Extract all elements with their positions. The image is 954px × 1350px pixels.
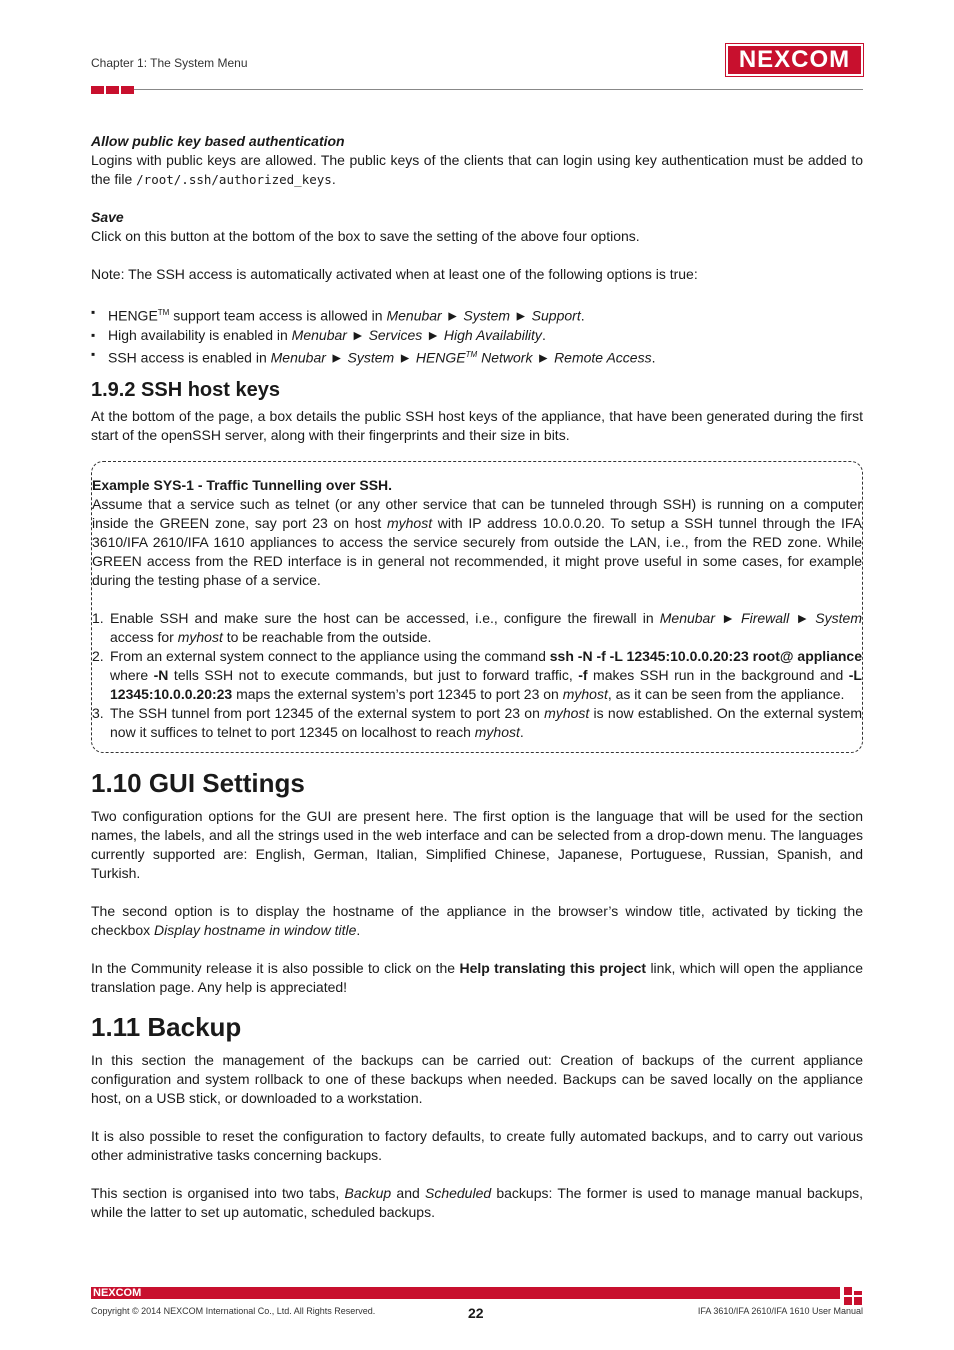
footer-logo: NEXCOM xyxy=(93,1287,142,1299)
backup-paragraph-3: This section is organised into two tabs, Backup and Scheduled backups: The former is used to manage manual backups, while the latter to set up automatic, scheduled backups. xyxy=(91,1185,863,1221)
backup-heading: 1.11 Backup xyxy=(91,1012,242,1043)
activation-list xyxy=(91,303,863,367)
footer-squares-icon xyxy=(844,1287,863,1306)
example-paragraph: Assume that a service such as telnet (or any other service that can be tunneled through SSH) is running on a computer inside the GREEN zone, say port 23 on host myhost with IP address 10.0.0.20. To setup a SSH tunnel through the IFA 3610/IFA 2610/IFA 1610 appliances to access the service securely from outside the LAN, i.e., from the RED zone. While GREEN access from the RED interface is in general not recommended, it might prove useful in some cases, for example during the testing phase of a service. xyxy=(92,496,862,589)
list-item: ▪ SSH access is enabled in Menubar ► System ► HENGE™ Network ► Remote Access. xyxy=(91,345,863,368)
list-item: ▪ High availability is enabled in Menubar ► Services ► High Availability. xyxy=(91,326,863,345)
save-text: Click on this button at the bottom of the box to save the setting of the above four options. xyxy=(91,228,640,244)
example-title: Example SYS-1 - Traffic Tunnelling over SSH. xyxy=(92,477,393,494)
header-divider xyxy=(134,89,863,90)
list-item: 2. From an external system connect to the appliance using the command ssh -N -f -L 12345:10.0.0.20:23 root@ appliance where -N tells SSH not to execute commands, but just to forward traffic, -f makes SSH run in the background and -L 12345:10.0.0.20:23 maps the external system’s port 12345 to port 23 on myhost, as it can be seen from the appliance. xyxy=(92,648,862,703)
chapter-title: Chapter 1: The System Menu xyxy=(91,56,248,70)
manual-title: IFA 3610/IFA 2610/IFA 1610 User Manual xyxy=(697,1306,863,1316)
pubkey-title: Allow public key based authentication xyxy=(91,133,345,149)
pubkey-text: Logins with public keys are allowed. The public keys of the clients that can login using key authentication must be added to the file /root/.ssh/authorized_keys. xyxy=(91,152,863,187)
gui-paragraph-3: In the Community release it is also possible to click on the Help translating this project link, which will open the appliance translation page. Any help is appreciated! xyxy=(91,960,863,996)
note-text: Note: The SSH access is automatically activated when at least one of the following options is true: xyxy=(91,266,698,282)
list-item: ▪ HENGE™ support team access is allowed in Menubar ► System ► Support. xyxy=(91,303,863,326)
example-steps xyxy=(92,609,862,742)
help-translating-link: Help translating this project xyxy=(459,960,647,977)
nexcom-logo: NEXCOM xyxy=(726,44,863,76)
gui-paragraph-1: Two configuration options for the GUI are present here. The first option is the language that will be used for the section names, the labels, and all the strings used in the web interface and can be selected from a drop-down menu. The languages currently supported are: English, German, Italian, Simplified Chinese, Japanese, Portuguese, Russian, Spanish, and Turkish. xyxy=(91,808,863,882)
backup-paragraph-2: It is also possible to reset the configuration to factory defaults, to create fully automated backups, and to carry out various other administrative tasks concerning backups. xyxy=(91,1128,863,1164)
gui-paragraph-2: The second option is to display the hostname of the appliance in the browser’s window title, activated by ticking the checkbox Display hostname in window title. xyxy=(91,903,863,939)
save-title: Save xyxy=(91,209,124,225)
header-red-blocks xyxy=(91,86,134,94)
ssh-host-keys-heading: 1.9.2 SSH host keys xyxy=(91,379,280,402)
example-box xyxy=(91,461,863,753)
footer-bar xyxy=(91,1287,840,1299)
backup-paragraph-1: In this section the management of the backups can be carried out: Creation of backups of the current appliance configuration and system rollback to one of these backups when needed. Backups can be saved locally on the appliance host, on a USB stick, or downloaded to a workstation. xyxy=(91,1052,863,1107)
gui-settings-heading: 1.10 GUI Settings xyxy=(91,768,305,799)
page-number: 22 xyxy=(468,1305,484,1321)
authorized-keys-path: /root/.ssh/authorized_keys xyxy=(136,172,332,187)
ssh-host-keys-text: At the bottom of the page, a box details the public SSH host keys of the appliance, that have been generated during the first start of the openSSH server, along with their fingerprints and their size in bits. xyxy=(91,408,863,444)
list-item: 1. Enable SSH and make sure the host can be accessed, i.e., configure the firewall in Menubar ► Firewall ► System access for myhost to be reachable from the outside. xyxy=(92,610,862,646)
page-content xyxy=(91,132,863,1222)
copyright-text: Copyright © 2014 NEXCOM International Co., Ltd. All Rights Reserved. xyxy=(91,1306,376,1316)
list-item: 3. The SSH tunnel from port 12345 of the external system to port 23 on myhost is now established. On the external system now it suffices to telnet to port 12345 on localhost to reach myhost. xyxy=(92,705,862,741)
